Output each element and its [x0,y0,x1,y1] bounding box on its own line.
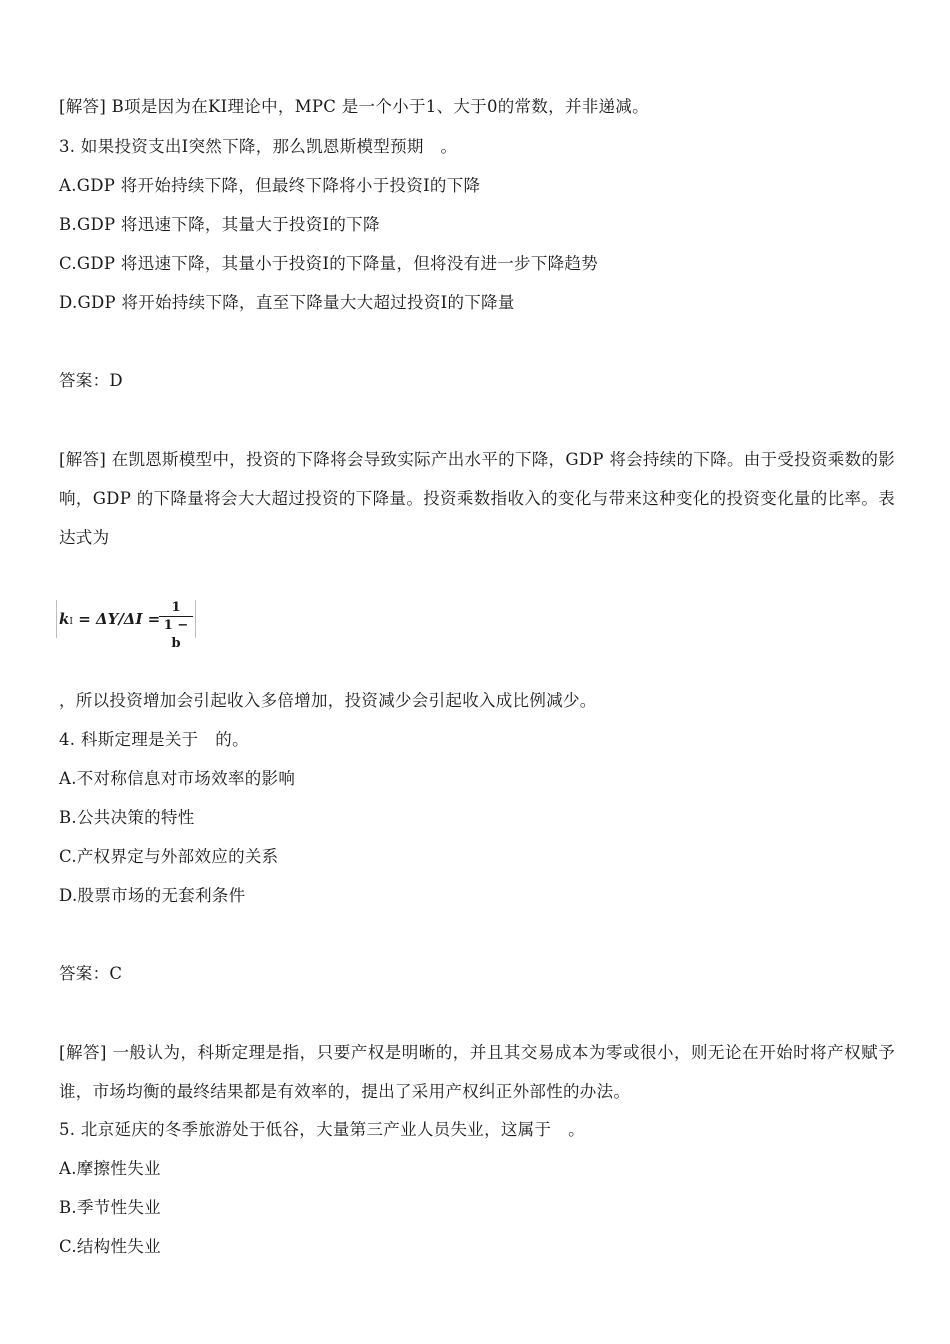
q5-option-b: B.季节性失业 [59,1198,161,1217]
question-3: 3. 如果投资支出I突然下降，那么凯恩斯模型预期 。 [59,137,458,156]
q3-option-a: A.GDP 将开始持续下降，但最终下降将小于投资I的下降 [59,176,481,195]
q5-option-a: A.摩擦性失业 [59,1159,161,1178]
q4-answer: 答案：C [59,964,123,983]
multiplier-formula [56,600,196,651]
explanation-q2: [解答] B项是因为在KI理论中，MPC 是一个小于1、大于0的常数，并非递减。 [59,97,649,116]
q3-answer: 答案：D [59,371,123,390]
q3-option-d: D.GDP 将开始持续下降，直至下降量大大超过投资I的下降量 [59,293,515,312]
formula-middle: = ΔY/ΔI = [72,610,161,628]
q4-option-b: B.公共决策的特性 [59,808,195,827]
q4-option-a: A.不对称信息对市场效率的影响 [59,769,296,788]
formula-lhs-sub: I [69,617,73,627]
question-4: 4. 科斯定理是关于 的。 [59,730,249,749]
formula-lhs: k [59,610,70,628]
q3-option-c: C.GDP 将迅速下降，其量小于投资I的下降量，但将没有进一步下降趋势 [59,254,599,273]
q5-option-c: C.结构性失业 [59,1237,161,1256]
question-5: 5. 北京延庆的冬季旅游处于低谷，大量第三产业人员失业，这属于 。 [59,1120,585,1139]
after-formula-text: ，所以投资增加会引起收入多倍增加，投资减少会引起收入成比例减少。 [59,691,597,710]
formula-expression [59,610,160,628]
q4-option-c: C.产权界定与外部效应的关系 [59,847,279,866]
q3-option-b: B.GDP 将迅速下降，其量大于投资I的下降 [59,215,380,234]
explanation-q3: [解答] 在凯恩斯模型中，投资的下降将会导致实际产出水平的下降，GDP 将会持续的下降。由于受投资乘数的影响，GDP 的下降量将会大大超过投资的下降量。投资乘数指收入的变化与带来这种变化的投资变化量的比率。表达式为 [59,450,895,547]
formula-denominator: 1 − b [163,618,189,651]
explanation-q4: [解答] 一般认为，科斯定理是指，只要产权是明晰的，并且其交易成本为零或很小，则无论在开始时将产权赋予谁，市场均衡的最终结果都是有效率的，提出了采用产权纠正外部性的办法。 [59,1043,895,1101]
q4-option-d: D.股票市场的无套利条件 [59,886,246,905]
formula-fraction [159,600,193,653]
formula-numerator: 1 [159,600,193,617]
